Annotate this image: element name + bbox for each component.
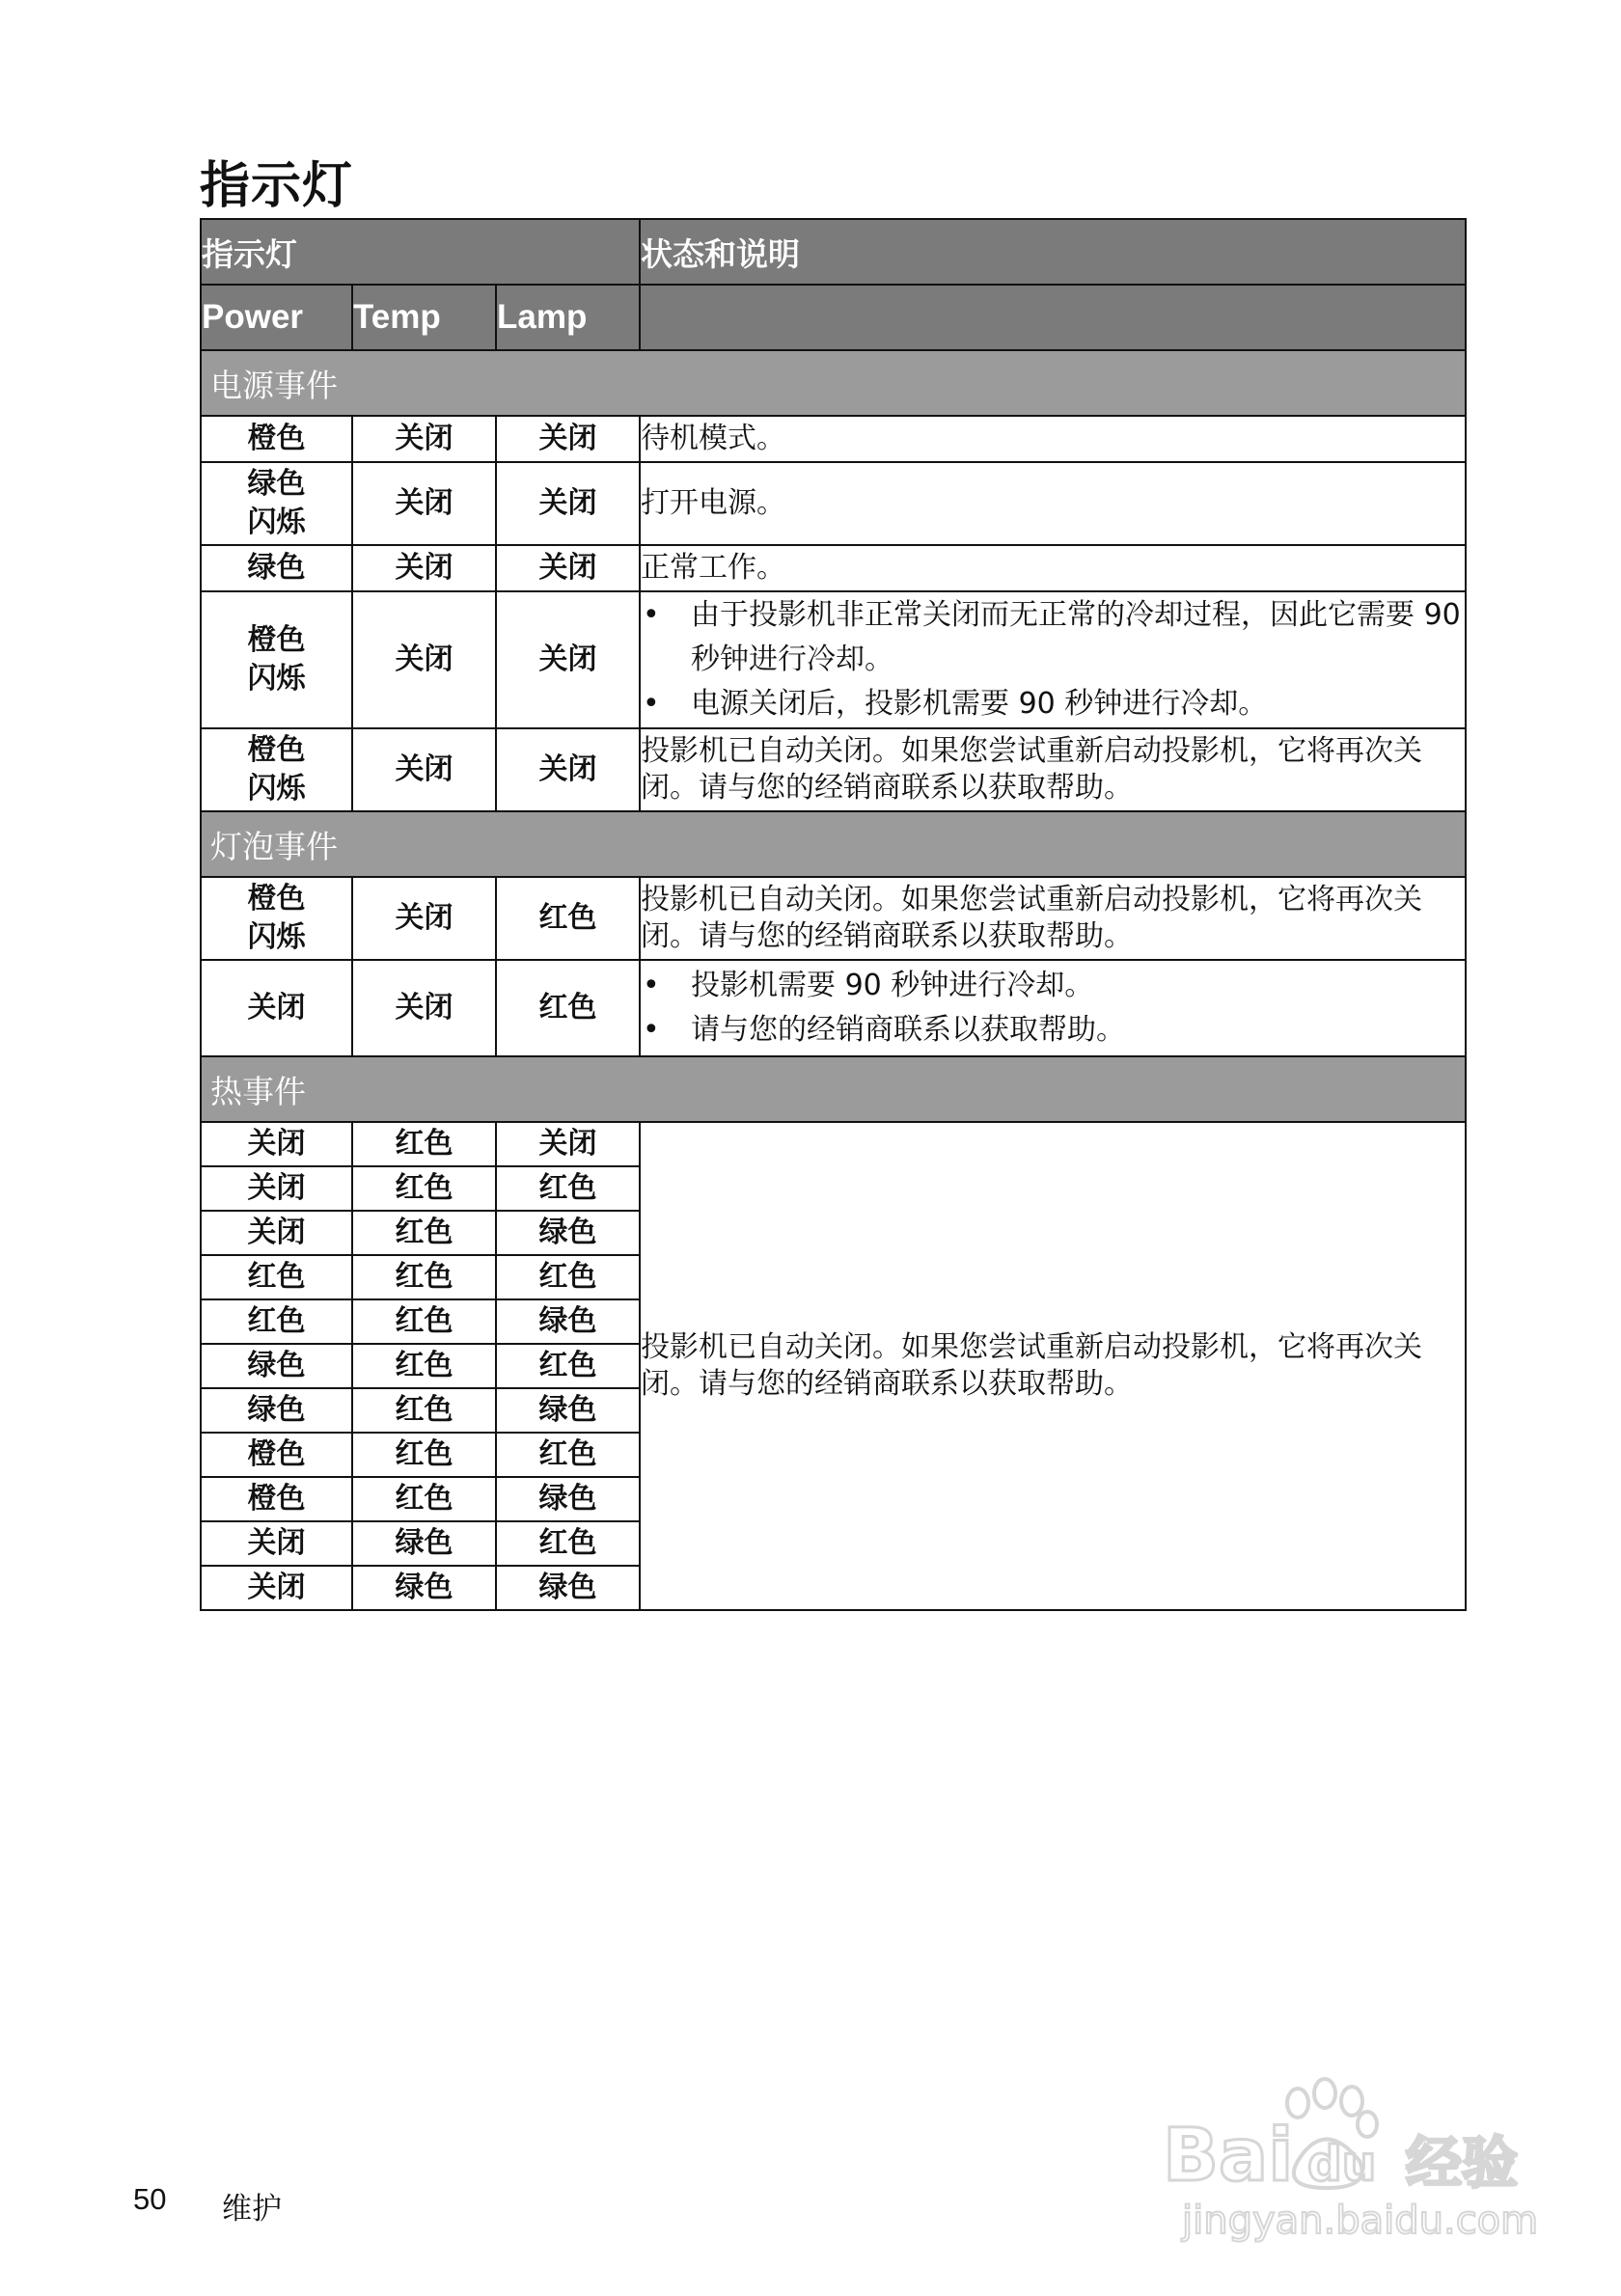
header-power: Power xyxy=(201,285,352,350)
header-lamp: Lamp xyxy=(496,285,640,350)
power-state: 关闭 xyxy=(201,1211,352,1255)
lamp-state: 红色 xyxy=(496,1344,640,1388)
header-empty xyxy=(640,285,1466,350)
power-state: 红色 xyxy=(201,1255,352,1299)
section-thermal-events: 热事件 xyxy=(201,1056,1466,1122)
lamp-state: 关闭 xyxy=(496,462,640,545)
power-state: 橙色 xyxy=(201,416,352,462)
page-title: 指示灯 xyxy=(200,157,354,215)
temp-state: 红色 xyxy=(352,1122,496,1166)
temp-state: 红色 xyxy=(352,1211,496,1255)
lamp-state: 红色 xyxy=(496,960,640,1056)
table-row xyxy=(201,416,1466,462)
lamp-state: 红色 xyxy=(496,1255,640,1299)
status-description: 待机模式。 xyxy=(640,416,1466,462)
lamp-state: 红色 xyxy=(496,1433,640,1477)
bullet-item: • 由于投影机非正常关闭而无正常的冷却过程，因此它需要 90 秒钟进行冷却。 xyxy=(641,593,1465,682)
svg-text:Bai: Bai xyxy=(1163,2112,1294,2198)
temp-state: 关闭 xyxy=(352,545,496,591)
table-row xyxy=(201,960,1466,1056)
status-description xyxy=(640,591,1466,728)
lamp-state: 绿色 xyxy=(496,1388,640,1433)
power-state: 红色 xyxy=(201,1299,352,1344)
temp-state: 绿色 xyxy=(352,1521,496,1566)
svg-text:jingyan.baidu.com: jingyan.baidu.com xyxy=(1182,2199,1539,2243)
temp-state: 红色 xyxy=(352,1299,496,1344)
svg-text:du: du xyxy=(1307,2136,1377,2192)
footer-section-name: 维护 xyxy=(222,2192,282,2227)
power-state: 橙色 闪烁 xyxy=(201,591,352,728)
header-temp: Temp xyxy=(352,285,496,350)
table-row xyxy=(201,1122,1466,1166)
lamp-state: 绿色 xyxy=(496,1477,640,1521)
lamp-state: 关闭 xyxy=(496,416,640,462)
status-description xyxy=(640,960,1466,1056)
table-row xyxy=(201,728,1466,811)
lamp-state: 绿色 xyxy=(496,1211,640,1255)
power-state: 关闭 xyxy=(201,1521,352,1566)
power-state: 绿色 闪烁 xyxy=(201,462,352,545)
svg-text:经验: 经验 xyxy=(1406,2130,1519,2196)
power-state: 绿色 xyxy=(201,1388,352,1433)
temp-state: 关闭 xyxy=(352,462,496,545)
temp-state: 红色 xyxy=(352,1388,496,1433)
lamp-state: 关闭 xyxy=(496,591,640,728)
section-lamp-events: 灯泡事件 xyxy=(201,811,1466,877)
status-description: 投影机已自动关闭。如果您尝试重新启动投影机，它将再次关闭。请与您的经销商联系以获取帮助。 xyxy=(640,1122,1466,1610)
lamp-state: 红色 xyxy=(496,1521,640,1566)
lamp-state: 关闭 xyxy=(496,545,640,591)
temp-state: 红色 xyxy=(352,1166,496,1211)
power-state: 橙色 闪烁 xyxy=(201,877,352,960)
lamp-state: 关闭 xyxy=(496,1122,640,1166)
lamp-state: 关闭 xyxy=(496,728,640,811)
temp-state: 红色 xyxy=(352,1344,496,1388)
power-state: 关闭 xyxy=(201,1166,352,1211)
table-row xyxy=(201,591,1466,728)
power-state: 橙色 xyxy=(201,1433,352,1477)
lamp-state: 红色 xyxy=(496,877,640,960)
status-description: 正常工作。 xyxy=(640,545,1466,591)
temp-state: 关闭 xyxy=(352,877,496,960)
temp-state: 红色 xyxy=(352,1433,496,1477)
temp-state: 关闭 xyxy=(352,960,496,1056)
power-state: 关闭 xyxy=(201,960,352,1056)
power-state: 关闭 xyxy=(201,1566,352,1610)
indicator-table xyxy=(200,218,1467,1611)
table-row xyxy=(201,462,1466,545)
header-indicator: 指示灯 xyxy=(201,219,640,285)
header-status: 状态和说明 xyxy=(640,219,1466,285)
page-number: 50 xyxy=(133,2182,167,2216)
section-power-events: 电源事件 xyxy=(201,350,1466,416)
power-state: 橙色 xyxy=(201,1477,352,1521)
lamp-state: 绿色 xyxy=(496,1566,640,1610)
status-description: 投影机已自动关闭。如果您尝试重新启动投影机，它将再次关闭。请与您的经销商联系以获取帮助。 xyxy=(640,877,1466,960)
power-state: 绿色 xyxy=(201,1344,352,1388)
power-state: 橙色 闪烁 xyxy=(201,728,352,811)
table-row xyxy=(201,877,1466,960)
temp-state: 红色 xyxy=(352,1255,496,1299)
power-state: 绿色 xyxy=(201,545,352,591)
lamp-state: 绿色 xyxy=(496,1299,640,1344)
temp-state: 绿色 xyxy=(352,1566,496,1610)
baidu-jingyan-watermark xyxy=(1153,2064,1539,2248)
temp-state: 关闭 xyxy=(352,728,496,811)
bullet-item: • 投影机需要 90 秒钟进行冷却。 xyxy=(641,964,1465,1008)
status-description: 打开电源。 xyxy=(640,462,1466,545)
temp-state: 关闭 xyxy=(352,591,496,728)
temp-state: 红色 xyxy=(352,1477,496,1521)
table-row xyxy=(201,545,1466,591)
bullet-item: • 请与您的经销商联系以获取帮助。 xyxy=(641,1008,1465,1052)
lamp-state: 红色 xyxy=(496,1166,640,1211)
power-state: 关闭 xyxy=(201,1122,352,1166)
bullet-item: • 电源关闭后，投影机需要 90 秒钟进行冷却。 xyxy=(641,682,1465,726)
status-description: 投影机已自动关闭。如果您尝试重新启动投影机，它将再次关闭。请与您的经销商联系以获取帮助。 xyxy=(640,728,1466,811)
temp-state: 关闭 xyxy=(352,416,496,462)
